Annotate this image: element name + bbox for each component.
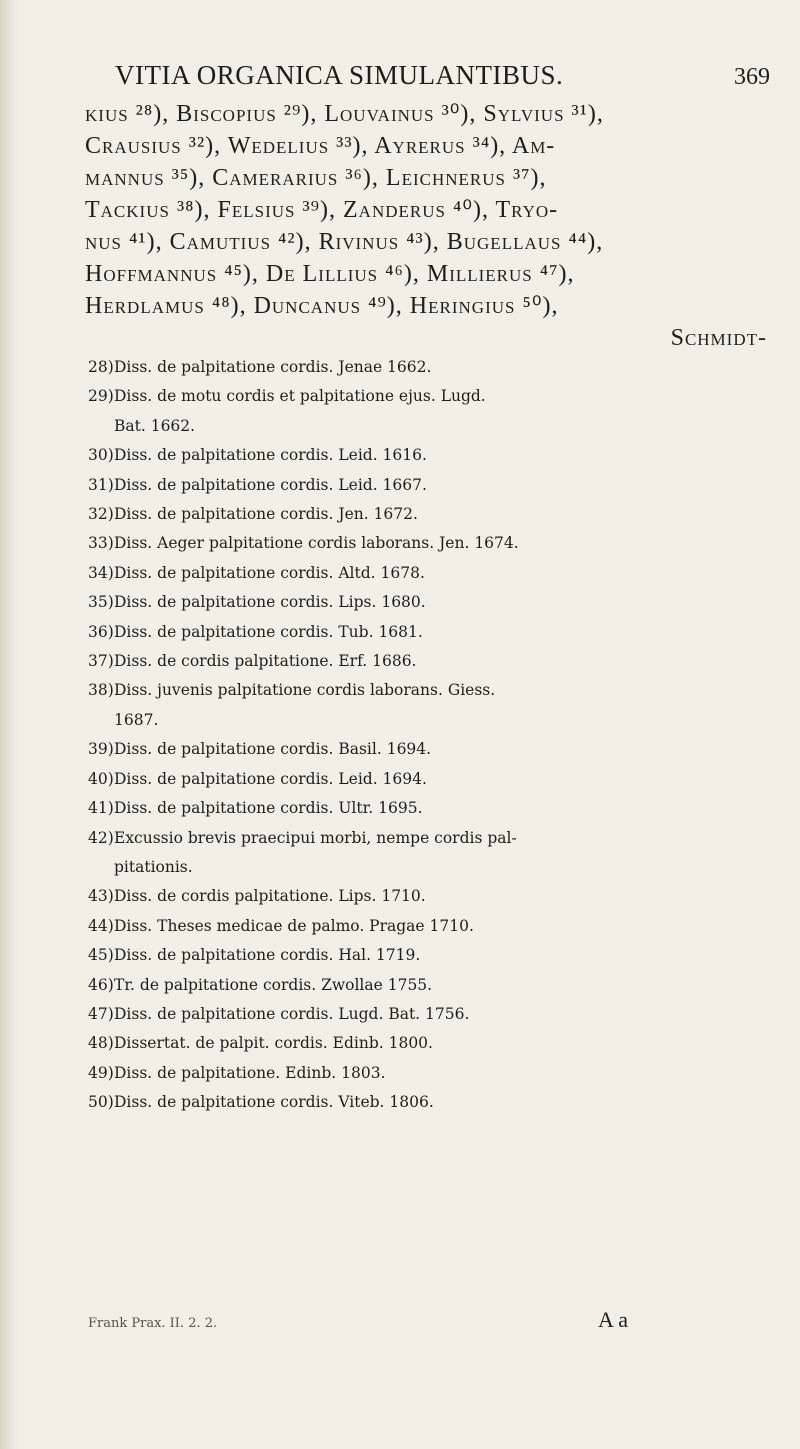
footnote-continuation: pitationis. xyxy=(114,857,193,876)
footnote-36: 36) Diss. de palpitatione cordis. Tub. 1681. xyxy=(88,622,423,641)
footnote-35: 35) Diss. de palpitatione cordis. Lips. 1680. xyxy=(88,593,426,612)
footnote-38: 38) Diss. juvenis palpitatione cordis laborans. Giess. xyxy=(88,681,496,700)
main-text xyxy=(85,98,775,354)
footnotes xyxy=(88,353,778,1118)
footnote-29: 29) Diss. de motu cordis et palpitatione ejus. Lugd. xyxy=(88,387,486,406)
footnote-continuation: 1687. xyxy=(114,710,159,729)
text-line-catchword: Schmidt- xyxy=(670,325,767,351)
footnote-45: 45) Diss. de palpitatione cordis. Hal. 1719. xyxy=(88,946,421,965)
footnote-32: 32) Diss. de palpitatione cordis. Jen. 1672. xyxy=(88,505,418,524)
footnote-continuation: Bat. 1662. xyxy=(114,416,196,435)
footnote-42: 42) Excussio brevis praecipui morbi, nempe cordis pal- xyxy=(88,828,517,847)
page-number: 369 xyxy=(734,64,770,90)
footnote-40: 40) Diss. de palpitatione cordis. Leid. 1694. xyxy=(88,769,427,788)
footnote-43: 43) Diss. de cordis palpitatione. Lips. 1710. xyxy=(88,887,426,906)
footnote-30: 30) Diss. de palpitatione cordis. Leid. 1616. xyxy=(88,446,427,465)
footnote-47: 47) Diss. de palpitatione cordis. Lugd. Bat. 1756. xyxy=(88,1004,470,1023)
footnote-28: 28) Diss. de palpitatione cordis. Jenae 1662. xyxy=(88,358,432,376)
signature-line: Frank Prax. II. 2. 2. xyxy=(88,1316,218,1331)
page-spine-shadow xyxy=(0,0,18,1449)
footnote-44: 44) Diss. Theses medicae de palmo. Pragae 1710. xyxy=(88,916,474,935)
text-line: Hoffmannus ⁴⁵), De Lillius ⁴⁶), Millierus ⁴⁷), xyxy=(85,261,575,287)
text-line: nus ⁴¹), Camutius ⁴²), Rivinus ⁴³), Bugellaus ⁴⁴), xyxy=(85,229,604,255)
sheet-mark: A a xyxy=(598,1307,628,1332)
running-title: VITIA ORGANICA SIMULANTIBUS. xyxy=(115,60,564,90)
page-footer xyxy=(88,1307,628,1333)
footnote-33: 33) Diss. Aeger palpitatione cordis laborans. Jen. 1674. xyxy=(88,534,519,553)
footnote-41: 41) Diss. de palpitatione cordis. Ultr. 1695. xyxy=(88,799,423,818)
footnote-48: 48) Dissertat. de palpit. cordis. Edinb. 1800. xyxy=(88,1034,433,1053)
footnote-34: 34) Diss. de palpitatione cordis. Altd. 1678. xyxy=(88,563,425,582)
footnote-49: 49) Diss. de palpitatione. Edinb. 1803. xyxy=(88,1063,386,1082)
running-header xyxy=(95,60,770,91)
footnote-50: 50) Diss. de palpitatione cordis. Viteb. 1806. xyxy=(88,1093,434,1112)
text-line: Crausius ³²), Wedelius ³³), Ayrerus ³⁴), Am- xyxy=(85,133,556,159)
text-line: Tackius ³⁸), Felsius ³⁹), Zanderus ⁴⁰), Tryo- xyxy=(85,197,559,223)
footnote-39: 39) Diss. de palpitatione cordis. Basil. 1694. xyxy=(88,740,432,759)
text-line: mannus ³⁵), Camerarius ³⁶), Leichnerus ³⁷), xyxy=(85,165,547,191)
footnote-37: 37) Diss. de cordis palpitatione. Erf. 1686. xyxy=(88,652,417,671)
text-line: Herdlamus ⁴⁸), Duncanus ⁴⁹), Heringius ⁵⁰), xyxy=(85,293,559,319)
text-line: kius ²⁸), Biscopius ²⁹), Louvainus ³⁰), Sylvius ³¹), xyxy=(85,101,604,127)
footnote-31: 31) Diss. de palpitatione cordis. Leid. 1667. xyxy=(88,475,427,494)
footnote-46: 46) Tr. de palpitatione cordis. Zwollae 1755. xyxy=(88,975,433,994)
